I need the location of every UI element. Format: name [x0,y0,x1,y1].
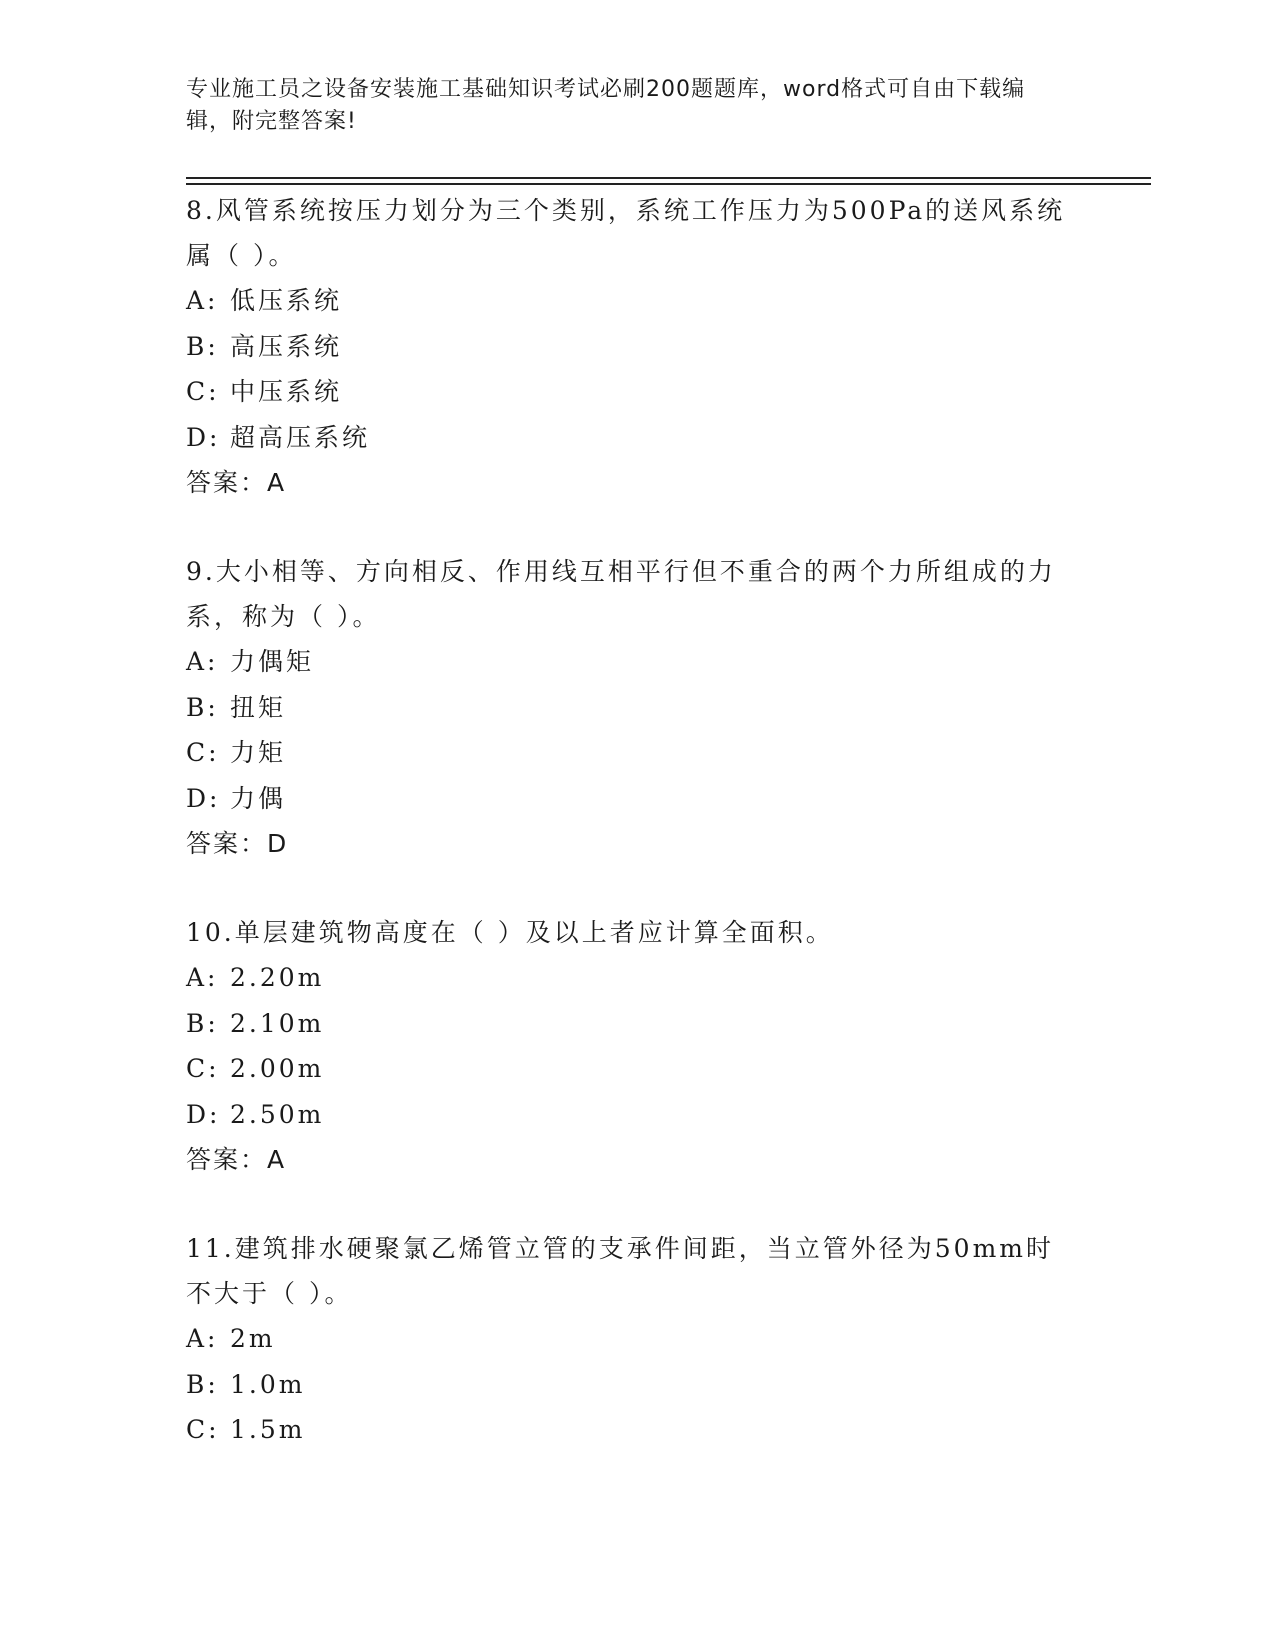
option-d [186,1092,1066,1138]
option-letter: B: [186,692,219,722]
option-letter: B: [186,331,219,361]
question-stem: 9.大小相等、方向相反、作用线互相平行但不重合的两个力所组成的力系，称为（ ）。 [186,557,1056,631]
question-8 [186,188,1066,505]
question-10 [186,910,1066,1182]
option-letter: C: [186,377,220,406]
option-d [186,776,1066,822]
question-9 [186,549,1066,866]
option-text: 力偶矩 [230,647,315,676]
question-stem: 8.风管系统按压力划分为三个类别，系统工作压力为500Pa的送风系统属（ ）。 [186,196,1066,270]
question-stem: 10.单层建筑物高度在（ ）及以上者应计算全面积。 [186,918,834,947]
question-11 [186,1226,1066,1453]
option-letter: C: [186,738,220,767]
option-a [186,278,1066,324]
header-divider-bottom [186,183,1151,185]
option-text: 力矩 [230,738,287,767]
option-text: 2.10m [230,1008,325,1038]
option-a [186,955,1066,1001]
option-letter: A: [186,1324,219,1353]
option-letter: D: [186,1099,221,1129]
question-list [186,188,1066,1497]
answer-line: 答案：D [186,829,289,858]
option-letter: D: [186,783,221,813]
option-letter: B: [186,1369,219,1399]
header-divider-top [186,177,1151,179]
option-c [186,369,1066,415]
option-letter: A: [186,286,219,315]
option-c [186,1046,1066,1092]
option-letter: C: [186,1415,220,1444]
option-letter: B: [186,1008,219,1038]
question-stem: 11.建筑排水硬聚氯乙烯管立管的支承件间距，当立管外径为50mm时不大于（ ）。 [186,1234,1054,1308]
option-text: 2m [230,1324,276,1353]
option-a [186,639,1066,685]
option-b [186,1362,1066,1408]
option-text: 力偶 [230,783,287,813]
option-letter: A: [186,647,219,676]
option-text: 高压系统 [230,331,343,361]
option-text: 扭矩 [230,692,287,722]
option-text: 2.00m [230,1054,325,1083]
option-text: 低压系统 [230,286,343,315]
option-letter: C: [186,1054,220,1083]
option-d [186,415,1066,461]
option-b [186,685,1066,731]
answer-line: 答案：A [186,468,287,497]
option-text: 2.50m [230,1099,325,1129]
option-b [186,1001,1066,1047]
option-text: 1.0m [230,1369,306,1399]
option-text: 2.20m [230,963,325,992]
option-letter: A: [186,963,219,992]
option-c [186,730,1066,776]
option-b [186,324,1066,370]
answer-line: 答案：A [186,1145,287,1174]
option-letter: D: [186,422,221,452]
option-a [186,1316,1066,1362]
option-text: 超高压系统 [230,422,371,452]
document-header: 专业施工员之设备安装施工基础知识考试必刷200题题库，word格式可自由下载编辑，附完整答案! [186,77,1026,134]
option-c [186,1407,1066,1453]
option-text: 中压系统 [230,377,343,406]
option-text: 1.5m [230,1415,306,1444]
